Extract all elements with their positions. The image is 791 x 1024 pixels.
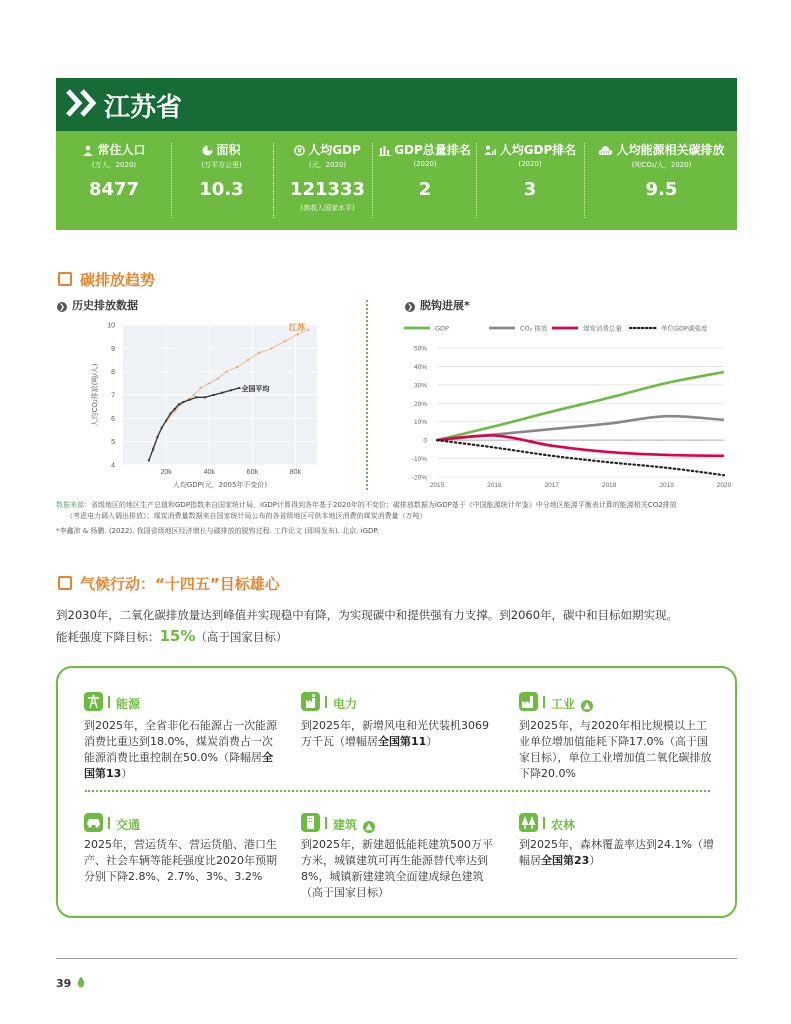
source-note-1 <box>56 500 677 511</box>
jiangsu-point <box>284 340 286 342</box>
series-line <box>437 440 724 475</box>
x-tick-label: 2019 <box>659 482 674 489</box>
subtitle-history <box>57 297 138 313</box>
leaf-drop-icon <box>77 976 85 988</box>
energy-tower-icon <box>84 692 103 711</box>
text-part: 到2025年，森林覆盖率达到24.1%（增幅居 <box>519 838 714 867</box>
category-title-forestry <box>551 816 575 833</box>
national-point <box>238 387 240 389</box>
stat-area <box>173 131 270 230</box>
history-emission-chart <box>85 315 325 495</box>
pie-icon <box>202 145 213 159</box>
stat-unit: (吨CO₂/人，2020) <box>631 161 692 169</box>
chevron-right-icon: ❯ <box>57 302 67 312</box>
text-part: 到2025年，全省非化石能源占一次能源消费比重达到18.0%，煤炭消费占一次能源消费比重控制在50.0%（降幅居 <box>84 719 277 764</box>
subtitle-decoupling <box>405 297 470 313</box>
stat-note: (高收入国家水平) <box>300 204 355 212</box>
jiangsu-point <box>193 394 195 396</box>
subtitle-decoupling-label: 脱钩进展* <box>420 299 470 312</box>
category-title-industry <box>551 695 593 712</box>
stat-label: 人均GDP <box>308 143 361 157</box>
stat-divider <box>372 143 373 218</box>
targets-divider <box>85 790 710 792</box>
national-point <box>169 413 171 415</box>
up-arrow-icon: ▲ <box>363 821 375 833</box>
jiangsu-point <box>258 352 260 354</box>
y-tick-label: 9 <box>111 345 115 353</box>
y-axis-label: 人均CO₂排放(吨/人) <box>91 363 99 427</box>
stat-divider <box>273 143 274 218</box>
national-point <box>204 396 206 398</box>
stat-label: 面积 <box>216 143 241 157</box>
national-point <box>195 396 197 398</box>
x-tick-label: 20k <box>160 469 172 476</box>
category-label: 电力 <box>333 697 358 711</box>
decoupling-chart <box>402 315 737 490</box>
source-text: 省级地区的地区生产总值和GDP指数来自国家统计局，iGDP计算得到各年基于2020年的不变价；碳排放数据为iGDP基于《中国能源统计年鉴》中分地区能源平衡表计算的能源相关CO2排放 <box>91 501 677 509</box>
stat-label: 人均GDP排名 <box>499 143 577 157</box>
up-arrow-icon: ▲ <box>581 700 593 712</box>
x-tick-label: 2018 <box>601 482 617 489</box>
stats-bar <box>56 131 737 230</box>
title-bar <box>543 817 545 829</box>
national-point <box>213 394 215 396</box>
text-part: 到2025年，新增风电和光伏装机3069万千瓦（增幅居 <box>301 719 489 748</box>
national-point <box>148 459 150 461</box>
x-tick-label: 60k <box>246 469 258 476</box>
jiangsu-point <box>217 378 219 380</box>
factory-icon <box>519 692 538 711</box>
yuan-coin-icon <box>294 145 305 159</box>
x-tick-label: 2016 <box>487 482 502 489</box>
category-text-building <box>301 837 493 901</box>
legend-label: 煤炭消费总量 <box>583 324 622 333</box>
stat-value: 121333 <box>289 179 366 200</box>
stat-gdp-rank <box>375 131 475 230</box>
series-line <box>437 372 724 440</box>
stat-label: 人均能源相关碳排放 <box>616 143 725 157</box>
y-tick-label: 20% <box>413 400 427 408</box>
intensity-label: 能耗强度下降目标： <box>56 630 160 644</box>
series-line <box>437 435 724 455</box>
stat-per-capita-emission <box>586 131 737 230</box>
category-text-energy <box>84 718 282 782</box>
national-point <box>221 392 223 394</box>
footer-rule <box>56 958 737 959</box>
category-label: 工业 <box>551 697 576 711</box>
power-plant-icon <box>301 692 320 711</box>
person-rank-icon <box>484 145 497 159</box>
category-label: 交通 <box>116 818 141 832</box>
stat-gdp-per-capita <box>276 131 379 230</box>
y-tick-label: 50% <box>413 345 427 353</box>
x-axis-label: 人均GDP(元，2005年不变价) <box>172 481 268 489</box>
national-point <box>152 448 154 450</box>
jiangsu-point <box>200 387 202 389</box>
national-point <box>189 399 191 401</box>
y-tick-label: 40% <box>413 363 427 371</box>
section-title-emission-trend: 碳排放趋势 <box>80 271 156 289</box>
stat-unit: (2020) <box>413 160 437 168</box>
title-bar <box>325 817 327 829</box>
intensity-target <box>56 627 287 645</box>
chart-separator <box>366 300 368 490</box>
source-label: 数据来源： <box>56 501 91 509</box>
jiangsu-point <box>307 329 309 331</box>
y-tick-label: 10 <box>107 322 115 330</box>
stat-value: 2 <box>418 179 432 200</box>
intensity-note: （高于国家目标） <box>195 630 288 644</box>
y-tick-label: -10% <box>411 456 427 464</box>
subtitle-history-label: 历史排放数据 <box>72 299 138 312</box>
jiangsu-point <box>236 366 238 368</box>
title-bar <box>108 696 110 708</box>
jiangsu-point <box>271 347 273 349</box>
stat-divider <box>584 143 585 218</box>
text-part: ） <box>589 854 601 867</box>
stat-value: 3 <box>523 179 537 200</box>
jiangsu-point <box>225 371 227 373</box>
category-label: 建筑 <box>333 818 358 832</box>
category-text-power <box>301 718 491 750</box>
page-number: 39 <box>56 977 72 990</box>
stat-population <box>60 131 168 230</box>
legend-label: CO₂ 排放 <box>520 324 548 333</box>
national-point <box>178 403 180 405</box>
category-text-transport <box>84 837 280 885</box>
x-tick-label: 80k <box>289 469 302 476</box>
text-part: 2025年，营运货车、营运货船、港口生产、社会车辆等能耗强度比2020年预期分别下降2.8%、2.7%、3%、3.2% <box>84 838 277 883</box>
jiangsu-point <box>247 359 249 361</box>
bar-chart-icon <box>379 145 391 159</box>
edit-icon <box>58 272 72 286</box>
national-point <box>156 436 158 438</box>
province-title: 江苏省 <box>104 93 183 123</box>
chevron-right-icon: ❯ <box>405 302 415 312</box>
svg-text:CO2: CO2 <box>601 149 611 155</box>
climate-target-text: 到2030年，二氧化碳排放量达到峰值并实现稳中有降，为实现碳中和提供强有力支撑。到2060年，碳中和目标如期实现。 <box>56 608 679 622</box>
title-bar <box>108 817 110 829</box>
stat-gdp-per-capita-rank <box>478 131 582 230</box>
category-label: 能源 <box>116 697 141 711</box>
category-title-building <box>333 816 375 833</box>
y-tick-label: 0 <box>423 437 427 445</box>
jiangsu-point <box>297 333 299 335</box>
building-icon <box>301 813 320 832</box>
category-text-forestry <box>519 837 717 869</box>
x-tick-label: 40k <box>203 469 215 476</box>
national-point <box>182 401 184 403</box>
stat-divider <box>171 143 172 218</box>
text-bold: 全国第23 <box>541 854 590 867</box>
edit-icon <box>58 576 72 590</box>
stat-value: 8477 <box>88 179 140 200</box>
y-tick-label: 4 <box>111 462 115 470</box>
stat-value: 9.5 <box>645 179 678 200</box>
legend-label: GDP <box>435 324 449 333</box>
category-title-transport <box>116 816 140 833</box>
legend-label: 单位GDP碳强度 <box>661 324 708 333</box>
category-title-power <box>333 695 357 712</box>
y-tick-label: 7 <box>111 392 115 400</box>
double-chevron-icon <box>66 88 100 118</box>
national-point <box>161 427 163 429</box>
source-note-2: （考虑电力调入调出排放）；煤炭消费量数据来自国家统计局公布的各省级地区可供本地区消费的煤炭消费量（万吨） <box>66 512 427 520</box>
car-icon <box>84 813 103 832</box>
stat-value: 10.3 <box>199 179 244 200</box>
jiangsu-point <box>208 382 210 384</box>
y-tick-label: 6 <box>111 415 115 423</box>
x-tick-label: 2017 <box>544 482 560 489</box>
national-point <box>174 408 176 410</box>
stat-unit: (2020) <box>518 160 542 168</box>
annotation-jiangsu: 江苏 <box>289 323 305 332</box>
category-label: 农林 <box>551 818 576 832</box>
text-part: ） <box>121 767 133 780</box>
text-part: ） <box>426 735 438 748</box>
citation-note: *李鑫沛 & 杨鹏. (2022). 我国省级地区经济增长与碳排放的脱钩过程. 工作论文 (即将发布). 北京. iGDP. <box>56 527 379 535</box>
stat-divider <box>476 143 477 218</box>
national-point <box>230 389 232 391</box>
stat-label: 常住人口 <box>97 143 146 157</box>
trees-icon <box>519 813 538 832</box>
stat-unit: (万平方公里) <box>201 161 242 169</box>
y-tick-label: 10% <box>413 419 427 427</box>
stat-unit: (万人，2020) <box>91 161 137 169</box>
y-tick-label: 8 <box>111 369 115 377</box>
y-tick-label: 5 <box>111 439 115 447</box>
title-bar <box>543 696 545 708</box>
y-tick-label: -20% <box>411 474 427 482</box>
people-icon <box>82 145 94 159</box>
co2-cloud-icon <box>598 145 613 159</box>
stat-unit: (元，2020) <box>308 161 347 169</box>
x-tick-label: 2020 <box>716 482 732 489</box>
x-tick-label: 2015 <box>429 482 445 489</box>
annotation-national: 全国平均 <box>241 385 270 393</box>
section-title-climate-action: 气候行动：“十四五”目标雄心 <box>80 575 280 593</box>
stat-label: GDP总量排名 <box>394 143 471 157</box>
category-title-energy <box>116 695 140 712</box>
intensity-value: 15% <box>159 627 196 645</box>
national-point <box>165 420 167 422</box>
text-bold: 全国第13 <box>84 751 273 780</box>
text-part: 到2025年，新建超低能耗建筑500万平方米，城镇建筑可再生能源替代率达到8%，城镇新建建筑全面建成绿色建筑（高于国家目标） <box>301 838 493 899</box>
text-part: 到2025年，与2020年相比规模以上工业单位增加值能耗下降17.0%（高于国家目标），单位工业增加值二氧化碳排放下降20.0% <box>519 719 712 780</box>
y-tick-label: 30% <box>413 382 427 390</box>
text-bold: 全国第11 <box>378 735 427 748</box>
category-text-industry <box>519 718 715 782</box>
title-bar <box>325 696 327 708</box>
